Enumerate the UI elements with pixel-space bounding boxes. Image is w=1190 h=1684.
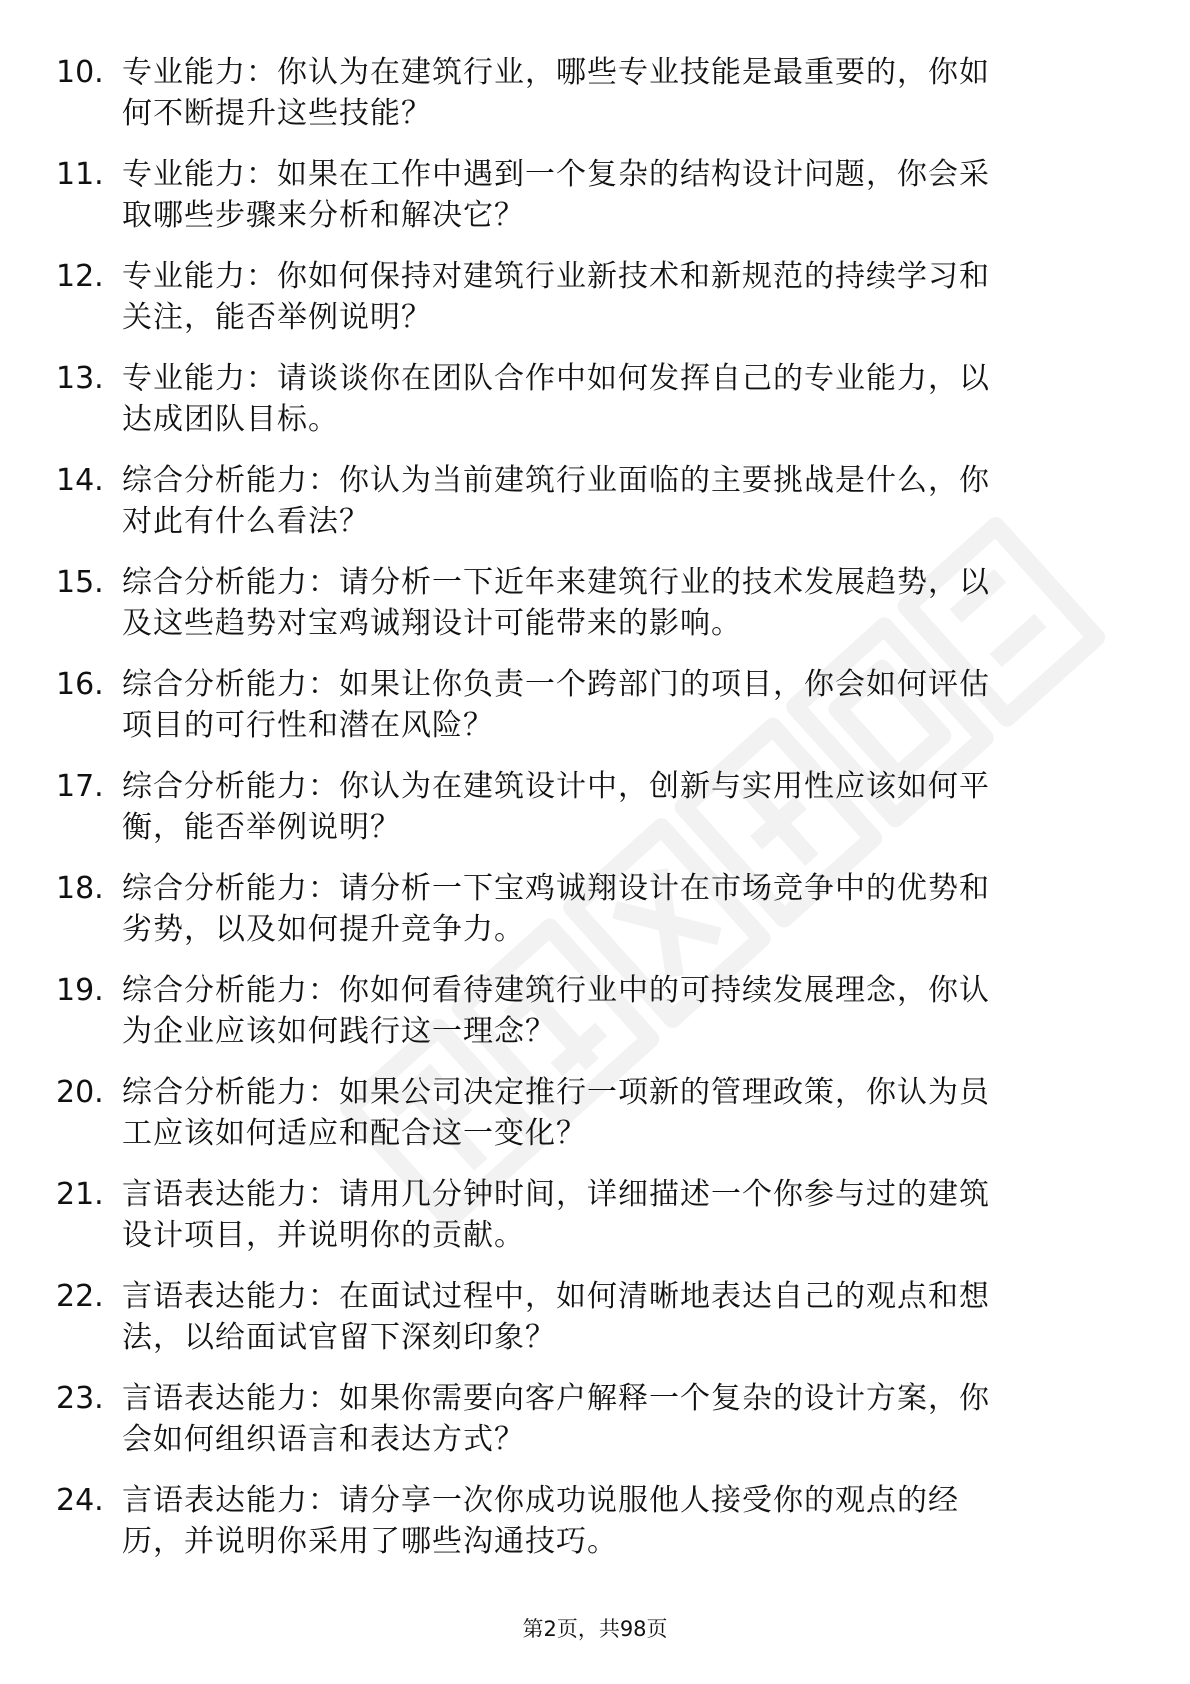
question-number: 20. bbox=[56, 1075, 104, 1110]
question-item bbox=[0, 1270, 1190, 1372]
question-item bbox=[0, 658, 1190, 760]
question-number: 21. bbox=[56, 1177, 104, 1212]
question-number: 14. bbox=[56, 463, 104, 498]
question-text bbox=[122, 766, 1122, 848]
question-text bbox=[122, 1378, 1122, 1460]
question-item bbox=[0, 760, 1190, 862]
question-text bbox=[122, 1276, 1122, 1358]
question-item bbox=[0, 250, 1190, 352]
question-line: 综合分析能力：如果公司决定推行一项新的管理政策，你认为员 bbox=[122, 1075, 990, 1110]
question-line: 达成团队目标。 bbox=[122, 402, 339, 437]
question-line: 设计项目，并说明你的贡献。 bbox=[122, 1218, 525, 1253]
question-list bbox=[0, 46, 1190, 1576]
question-item bbox=[0, 556, 1190, 658]
question-item bbox=[0, 1474, 1190, 1576]
question-number: 15. bbox=[56, 565, 104, 600]
question-line: 言语表达能力：请用几分钟时间，详细描述一个你参与过的建筑 bbox=[122, 1177, 990, 1212]
question-line: 劣势，以及如何提升竞争力。 bbox=[122, 912, 525, 947]
question-item bbox=[0, 1168, 1190, 1270]
question-text bbox=[122, 1072, 1122, 1154]
question-text bbox=[122, 664, 1122, 746]
question-number: 23. bbox=[56, 1381, 104, 1416]
question-line: 综合分析能力：请分析一下近年来建筑行业的技术发展趋势，以 bbox=[122, 565, 990, 600]
question-item bbox=[0, 1066, 1190, 1168]
question-line: 会如何组织语言和表达方式？ bbox=[122, 1422, 525, 1457]
question-line: 言语表达能力：请分享一次你成功说服他人接受你的观点的经 bbox=[122, 1483, 959, 1518]
question-item bbox=[0, 964, 1190, 1066]
question-line: 综合分析能力：你如何看待建筑行业中的可持续发展理念，你认 bbox=[122, 973, 990, 1008]
question-line: 及这些趋势对宝鸡诚翔设计可能带来的影响。 bbox=[122, 606, 742, 641]
question-text bbox=[122, 1174, 1122, 1256]
question-line: 对此有什么看法？ bbox=[122, 504, 370, 539]
question-item bbox=[0, 1372, 1190, 1474]
question-line: 言语表达能力：在面试过程中，如何清晰地表达自己的观点和想 bbox=[122, 1279, 990, 1314]
question-number: 10. bbox=[56, 55, 104, 90]
question-line: 何不断提升这些技能？ bbox=[122, 96, 432, 131]
question-text bbox=[122, 256, 1122, 338]
question-line: 为企业应该如何践行这一理念？ bbox=[122, 1014, 556, 1049]
question-text bbox=[122, 154, 1122, 236]
question-number: 19. bbox=[56, 973, 104, 1008]
question-item bbox=[0, 352, 1190, 454]
question-text bbox=[122, 970, 1122, 1052]
question-item bbox=[0, 46, 1190, 148]
question-text bbox=[122, 1480, 1122, 1562]
question-number: 22. bbox=[56, 1279, 104, 1314]
question-line: 专业能力：如果在工作中遇到一个复杂的结构设计问题，你会采 bbox=[122, 157, 990, 192]
question-text bbox=[122, 868, 1122, 950]
question-line: 综合分析能力：你认为当前建筑行业面临的主要挑战是什么，你 bbox=[122, 463, 990, 498]
question-text bbox=[122, 460, 1122, 542]
question-line: 关注，能否举例说明？ bbox=[122, 300, 432, 335]
question-item bbox=[0, 454, 1190, 556]
question-text bbox=[122, 52, 1122, 134]
question-text bbox=[122, 562, 1122, 644]
question-line: 言语表达能力：如果你需要向客户解释一个复杂的设计方案，你 bbox=[122, 1381, 990, 1416]
question-line: 取哪些步骤来分析和解决它？ bbox=[122, 198, 525, 233]
question-number: 18. bbox=[56, 871, 104, 906]
question-item bbox=[0, 862, 1190, 964]
question-number: 11. bbox=[56, 157, 104, 192]
question-line: 专业能力：你如何保持对建筑行业新技术和新规范的持续学习和 bbox=[122, 259, 990, 294]
page-number: 第2页，共98页 bbox=[522, 1617, 668, 1641]
question-line: 综合分析能力：请分析一下宝鸡诚翔设计在市场竞争中的优势和 bbox=[122, 871, 990, 906]
question-text bbox=[122, 358, 1122, 440]
question-line: 专业能力：请谈谈你在团队合作中如何发挥自己的专业能力，以 bbox=[122, 361, 990, 396]
question-line: 项目的可行性和潜在风险？ bbox=[122, 708, 494, 743]
question-line: 综合分析能力：如果让你负责一个跨部门的项目，你会如何评估 bbox=[122, 667, 990, 702]
question-number: 12. bbox=[56, 259, 104, 294]
question-number: 24. bbox=[56, 1483, 104, 1518]
question-line: 衡，能否举例说明？ bbox=[122, 810, 401, 845]
question-line: 工应该如何适应和配合这一变化？ bbox=[122, 1116, 587, 1151]
question-line: 专业能力：你认为在建筑行业，哪些专业技能是最重要的，你如 bbox=[122, 55, 990, 90]
question-line: 综合分析能力：你认为在建筑设计中，创新与实用性应该如何平 bbox=[122, 769, 990, 804]
question-number: 16. bbox=[56, 667, 104, 702]
question-number: 13. bbox=[56, 361, 104, 396]
question-item bbox=[0, 148, 1190, 250]
question-number: 17. bbox=[56, 769, 104, 804]
question-line: 法，以给面试官留下深刻印象？ bbox=[122, 1320, 556, 1355]
question-line: 历，并说明你采用了哪些沟通技巧。 bbox=[122, 1524, 618, 1559]
